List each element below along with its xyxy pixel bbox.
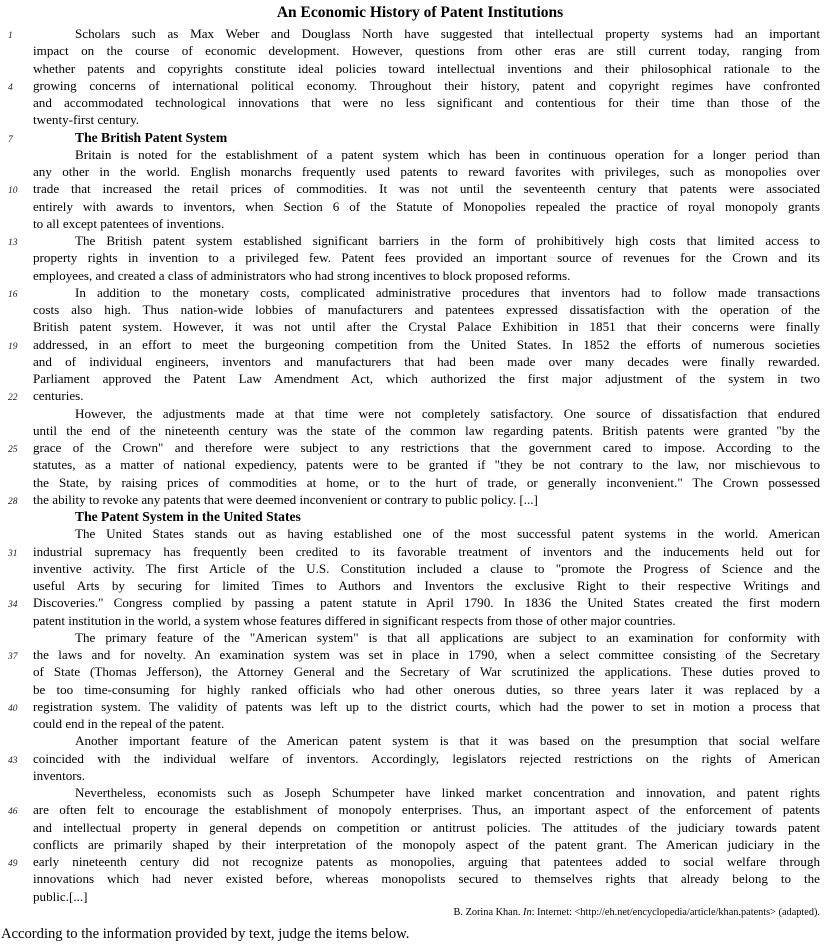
line-text: inventors. (33, 767, 86, 783)
text-line (0, 612, 820, 629)
text-line (0, 353, 820, 370)
line-text: entirely with awards to inventors, when Section 6 of the Statute of Monopolies repealed the practice of royal monopoly grants (33, 198, 820, 214)
text-line (0, 422, 820, 439)
line-number: 49 (8, 859, 18, 869)
line-text: any other in the world. English monarchs frequently used patents to reward favorites with privileges, such as monopolies over (33, 164, 820, 179)
text-line (0, 560, 820, 577)
line-number: 7 (8, 134, 13, 145)
line-number: 22 (8, 393, 18, 404)
line-text: centuries. (33, 388, 84, 404)
text-line (0, 732, 820, 749)
text-line (0, 318, 820, 335)
line-text: of State (Thomas Jefferson), the Attorney General and the Secretary of War scrutinized the applications. These duties proved to (33, 664, 820, 680)
text-line (0, 888, 820, 905)
line-text: are often felt to encourage the establishment of monopoly enterprises. Thus, an important aspect of the enforcement of patents (33, 802, 820, 818)
text-line (0, 405, 820, 422)
line-number: 1 (8, 31, 13, 41)
text-line (0, 629, 820, 646)
line-text: early nineteenth century did not recognize patents as monopolies, arguing that patentees added to social welfare through (33, 854, 820, 869)
text-line (0, 870, 820, 887)
line-text: British patent system. However, it was not until after the Crystal Palace Exhibition in 1851 that their concerns were finally (33, 319, 820, 335)
text-line (0, 60, 820, 77)
section-heading: The British Patent System (75, 129, 228, 145)
text-line (0, 646, 820, 663)
text-line (0, 750, 820, 767)
text-line (0, 784, 820, 801)
line-text: industrial supremacy has frequently been credited to its favorable treatment of inventors and the inducements held out for (33, 543, 820, 559)
citation (0, 906, 820, 919)
line-text: Another important feature of the American patent system is that it was based on the presumption that social welfare (75, 733, 820, 749)
text-line (0, 715, 820, 732)
text-line (0, 25, 820, 42)
line-text: conflicts are primarily shaped by their interpretation of the monopoly aspect of the patent grant. The American judiciary in the (33, 836, 820, 852)
line-number: 13 (8, 238, 18, 248)
page-title: An Economic History of Patent Institutions (276, 4, 564, 21)
text-line (0, 94, 820, 111)
line-text: The British patent system established significant barriers in the form of prohibitively high costs that limited access to (75, 233, 820, 248)
line-text: Nevertheless, economists such as Joseph Schumpeter have linked market concentration and innovation, and patent rights (75, 785, 820, 800)
text-line (0, 456, 820, 473)
text-line (0, 819, 820, 836)
line-number: 40 (8, 703, 18, 714)
text-line (0, 387, 820, 404)
line-number: 43 (8, 755, 18, 766)
line-number: 10 (8, 186, 18, 197)
line-text: and intellectual property in general depends on competition or antitrust policies. The attitudes of the judiciary towards patent (33, 819, 820, 835)
citation-author: B. Zorina Khan. (453, 906, 524, 918)
text-line (0, 836, 820, 853)
line-text: to all except patentees of inventions. (33, 215, 225, 231)
line-text: public.[...] (33, 888, 88, 904)
line-number: 16 (8, 289, 18, 300)
line-text: and of individual engineers, inventors and manufacturers that had been made over many decades were finally rewarded. (33, 353, 820, 369)
line-text: twenty-first century. (33, 112, 140, 128)
text-line (0, 491, 820, 508)
document-body (0, 25, 820, 919)
line-number: 37 (8, 652, 18, 662)
text-line (0, 301, 820, 318)
text-line (0, 474, 820, 491)
text-line (0, 698, 820, 715)
line-text: addressed, in an effort to meet the burgeoning competition from the United States. In 1852 the efforts of numerous societies (33, 336, 820, 352)
line-number: 46 (8, 807, 18, 818)
line-number: 34 (8, 600, 18, 611)
line-text: Britain is noted for the establishment of a patent system which has been in continuous operation for a longer period than (75, 146, 820, 162)
line-text: whether patents and copyrights constitute ideal policies toward intellectual inventions and their philosophical rationale to the (33, 60, 820, 76)
text-line (0, 525, 820, 542)
text-line (0, 543, 820, 560)
line-text: and accommodated technological innovations that were no less significant and contentious for their time than those of the (33, 95, 820, 110)
text-line (0, 577, 820, 594)
line-text: impact on the course of economic development. However, questions from other eras are still current today, ranging from (33, 43, 820, 59)
line-number: 19 (8, 341, 18, 352)
line-text: coincided with the individual welfare of inventors. Accordingly, legislators rejected restrictions on the rights of American (33, 750, 820, 766)
line-text: Scholars such as Max Weber and Douglass North have suggested that intellectual property systems had an important (75, 26, 820, 41)
text-line (0, 767, 820, 784)
line-text: costs also high. Thus nation-wide lobbies of manufacturers and patentees expressed dissatisfaction with the operation of the (33, 302, 820, 317)
line-text: patent institution in the world, a system whose features differed in significant respects from those of other major countries. (33, 612, 676, 628)
text-line (0, 336, 820, 353)
line-number: 28 (8, 496, 18, 507)
text-line (0, 215, 820, 232)
text-line (0, 267, 820, 284)
line-text: the State, by raising prices of commodities at home, or to the hurt of trade, or generally inconvenient." The Crown possessed (33, 474, 820, 490)
text-line (0, 163, 820, 180)
text-line (0, 853, 820, 870)
line-text: useful Arts by securing for limited Times to Authors and Inventors the exclusive Right to their respective Writings and (33, 578, 820, 593)
line-text: However, the adjustments made at that time were not completely satisfactory. One source of dissatisfaction that endured (75, 405, 820, 421)
instruction-text: According to the information provided by text, judge the items below. (1, 925, 410, 942)
line-text: property rights in invention to a privileged few. Patent fees provided an important source of revenues for the Crown and its (33, 250, 820, 266)
line-text: employees, and created a class of administrators who had strong incentives to block proposed reforms. (33, 267, 571, 283)
text-line (0, 439, 820, 456)
line-text: until the end of the nineteenth century was the state of the common law regarding patents. British patents were granted "by the (33, 422, 820, 438)
text-line (0, 284, 820, 301)
text-line (0, 370, 820, 387)
section-heading-line (0, 129, 820, 146)
text-line (0, 146, 820, 163)
citation-source: : Internet: <http://eh.net/encyclopedia/article/khan.patents> (adapted). (531, 906, 820, 918)
line-text: trade that increased the retail prices of commodities. It was not until the seventeenth century that patents were associated (33, 181, 820, 197)
line-text: The primary feature of the "American system" is that all applications are subject to an examination for conformity with (75, 629, 820, 645)
line-text: the ability to revoke any patents that were deemed inconvenient or contrary to public policy. [...] (33, 491, 538, 507)
text-line (0, 249, 820, 266)
text-line (0, 663, 820, 680)
line-text: innovations which had never existed before, whereas monopolists secured to themselves rights that already belong to the (33, 871, 820, 887)
line-text: registration system. The validity of patents was left up to the district courts, which had the power to set in motion a process that (33, 698, 820, 714)
line-text: the laws and for novelty. An examination system was set in place in 1790, when a select committee consisting of the Secretary (33, 647, 820, 662)
document-lines (0, 25, 820, 905)
line-text: Parliament approved the Patent Law Amendment Act, which authorized the first major adjustment of the system in two (33, 371, 820, 386)
citation-in-label: In (523, 906, 532, 918)
text-line (0, 801, 820, 818)
line-text: The United States stands out as having established one of the most successful patent systems in the world. American (75, 526, 820, 542)
line-text: In addition to the monetary costs, complicated administrative procedures that inventors had to follow made transactions (75, 284, 820, 300)
text-line (0, 42, 820, 59)
line-text: growing concerns of international political economy. Throughout their history, patent and copyright regimes have confronted (33, 77, 820, 93)
text-line (0, 111, 820, 128)
line-text: inventive activity. The first Article of the U.S. Constitution included a clause to "promote the Progress of Science and the (33, 560, 820, 576)
line-text: statutes, as a matter of national expediency, patents were to be granted if "they be not contrary to the law, nor mischievous to (33, 457, 820, 473)
line-number: 4 (8, 82, 13, 93)
line-text: be too time-consuming for highly ranked officials who had other onerous duties, so three years later it was replaced by a (33, 681, 820, 697)
line-number: 25 (8, 445, 18, 455)
section-heading-line (0, 508, 820, 525)
text-line (0, 198, 820, 215)
text-line (0, 232, 820, 249)
line-text: could end in the repeal of the patent. (33, 716, 225, 731)
text-line (0, 180, 820, 197)
line-number: 31 (8, 548, 18, 559)
line-text: Discoveries." Congress complied by passing a patent statute in April 1790. In 1836 the United States created the first modern (33, 595, 820, 611)
section-heading: The Patent System in the United States (75, 509, 301, 524)
text-line (0, 77, 820, 94)
text-line (0, 681, 820, 698)
text-line (0, 594, 820, 611)
line-text: grace of the Crown" and therefore were subject to any restrictions that the government cared to impose. According to the (33, 440, 820, 455)
